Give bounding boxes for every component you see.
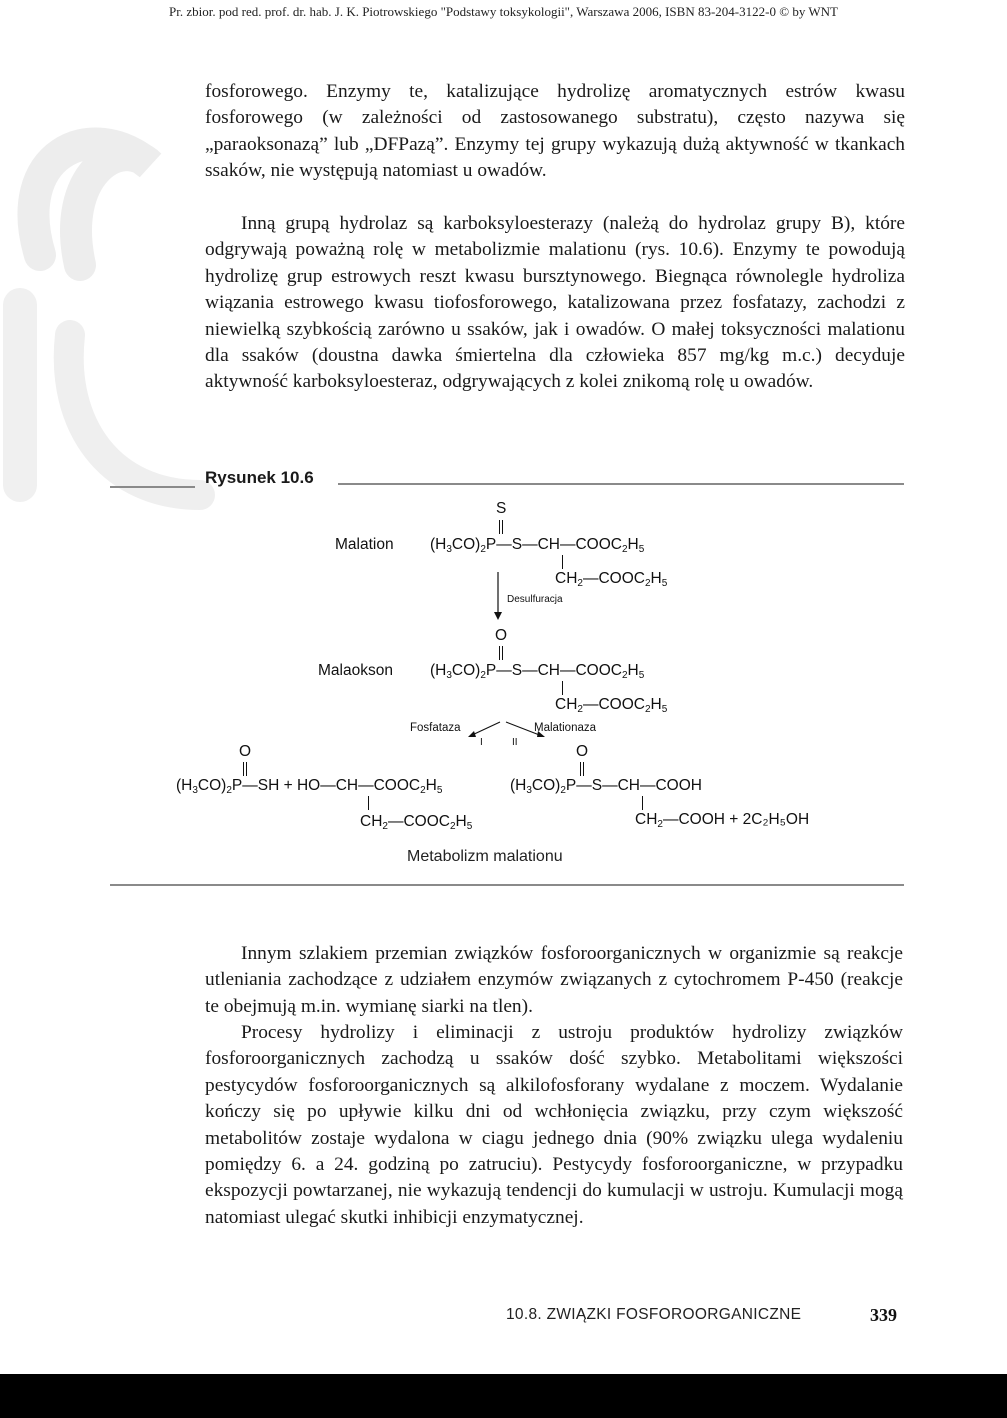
malation-formula-branch: $CH_2—COOC_2H_5$ <box>555 570 668 589</box>
p-o-double-bond <box>499 646 503 660</box>
malaokson-formula-main: $(H_3CO)_2P—S—CH—COOC_2H_5$ <box>430 662 645 681</box>
page-number: 339 <box>870 1305 897 1325</box>
paragraph-4: Procesy hydrolizy i eliminacji z ustroju produktów hydrolizy związków fosforoorganicznych zachodzą u ssaków dość szybko. Metabolitami większości pestycydów fosforoorganicznych są alkilofosforany wydalane z moczem. Wydalanie kończy się po upływie kilku dni od wchłonięcia związku, przy czym większość metabolitów zostaje wydalona w ciagu jednego dnia (90% związku ulega wydaleniu pomiędzy 6. a 24. godziną po zatruciu). Pestycydy fosforoorganiczne, w przypadku ekspozycji powtarzanej, nie wykazują tendencji do kumulacji w ustroju. Kumulacji mogą natomiast ulegać skutki inhibicji enzymatycznej. <box>205 1022 903 1228</box>
ethanol-term: + 2C₂H₅OH <box>729 811 810 828</box>
malation-formula-main: $(H_3CO)_2P—S—CH—COOC_2H_5$ <box>430 536 645 555</box>
footer-section-title: 10.8. ZWIĄZKI FOSFOROORGANICZNE <box>506 1306 802 1323</box>
path-ii-label: II <box>512 737 518 748</box>
fosfataza-product-branch: $CH_2—COOC_2H_5$ <box>360 813 473 832</box>
oxygen-atom-right: O <box>576 743 589 760</box>
desulfuration-arrow <box>492 572 508 622</box>
malationaza-product: $(H_3CO)_2P—S—CH—COOH$ <box>510 777 702 796</box>
malation-bond <box>562 555 563 569</box>
right-product-bond <box>642 796 643 810</box>
path-i-label: I <box>480 737 483 748</box>
oxygen-atom: O <box>495 627 508 644</box>
malaokson-label: Malaokson <box>318 662 393 679</box>
desulfuracja-label: Desulfuracja <box>507 594 563 605</box>
paragraph-1: fosforowego. Enzymy te, katalizujące hydrolizę aromatycznych estrów kwasu fosforowego (w zależności od zastosowanego substratu), często nazywa się „paraoksonazą” lub „DFPazą”. Enzymy tej grupy wykazują dużą aktywność w tkankach ssaków, nie występują natomiast u owadów. <box>205 81 905 182</box>
right-double-bond <box>580 762 584 776</box>
figure-title: Rysunek 10.6 <box>205 468 314 487</box>
malationaza-label: Malationaza <box>534 722 597 734</box>
malaokson-formula-branch: $CH_2—COOC_2H_5$ <box>555 696 668 715</box>
sulfur-atom: S <box>496 500 507 517</box>
left-double-bond <box>243 762 247 776</box>
malation-label: Malation <box>335 536 394 553</box>
figure-caption: Metabolizm malationu <box>407 848 563 865</box>
left-product-bond <box>368 796 369 810</box>
fosfataza-product: $(H_3CO)_2P—SH$ + $HO—CH—COOC_2H_5$ <box>176 777 443 796</box>
figure-rule-left <box>110 486 195 488</box>
oxygen-atom-left: O <box>239 743 252 760</box>
figure-rule-bottom <box>110 884 904 886</box>
fosfataza-label: Fosfataza <box>410 722 461 734</box>
malationaza-product-branch: $CH_2—COOH + 2C_2H_5OH$ <box>635 811 810 830</box>
figure-rule-right <box>338 483 904 485</box>
bottom-bar <box>0 1374 1007 1418</box>
malaokson-bond <box>562 681 563 695</box>
p-s-double-bond <box>499 520 503 534</box>
paragraph-3: Innym szlakiem przemian związków fosforoorganicznych w organizmie są reakcje utleniania zachodzące z udziałem enzymów związanych z cytochromem P-450 (reakcje te obejmują m.in. wymianę siarki na tlen). <box>205 943 903 1017</box>
paragraph-2: Inną grupą hydrolaz są karboksyloesterazy (należą do hydrolaz grupy B), które odgrywają poważną rolę w metabolizmie malationu (rys. 10.6). Enzymy te powodują hydrolizę grup estrowych reszt kwasu bursztynowego. Biegnąca równolegle hydroliza wiązania estrowego kwasu tiofosforowego, katalizowana przez fosfatazy, zachodzi z niewielką szybkością zarówno u ssaków, jak i owadów. O małej toksyczności malationu dla ssaków (doustna dawka śmiertelna dla człowieka 857 mg/kg m.c.) decyduje aktywność karboksyloesteraz, odgrywających z kolei znikomą rolę u owadów. <box>205 213 905 393</box>
page-header: Pr. zbior. pod red. prof. dr. hab. J. K. Piotrowskiego "Podstawy toksykologii", Warszawa 2006, ISBN 83-204-3122-0 © by WNT <box>169 4 838 19</box>
